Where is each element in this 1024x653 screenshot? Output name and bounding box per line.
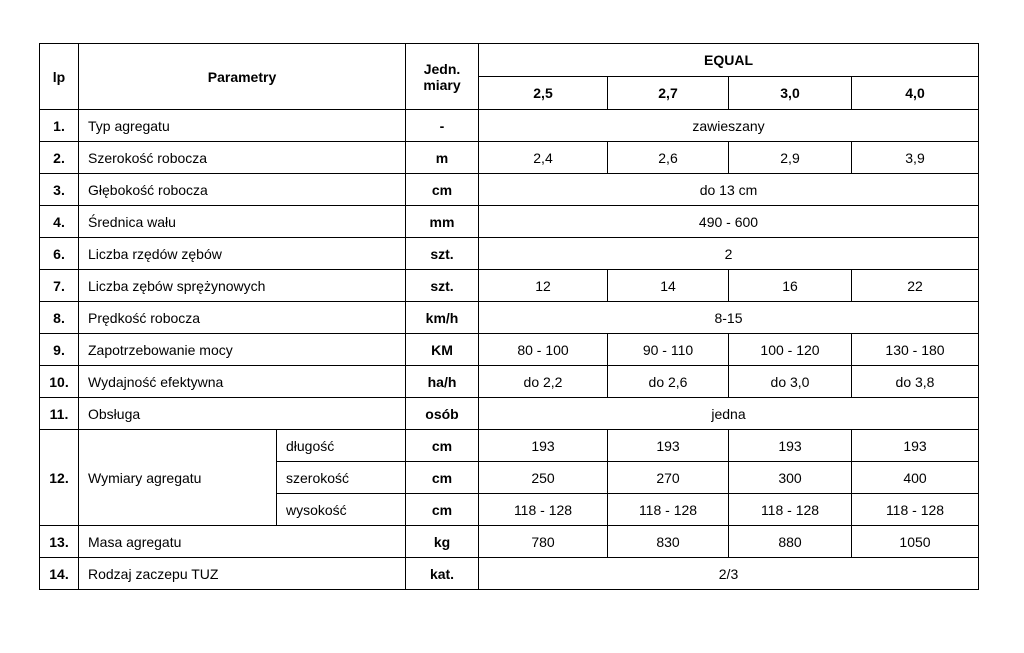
header-row bbox=[40, 44, 979, 77]
row-unit: cm bbox=[406, 494, 479, 526]
table-row bbox=[40, 206, 979, 238]
row-value: 3,9 bbox=[852, 142, 979, 174]
row-unit: cm bbox=[406, 462, 479, 494]
row-value: 118 - 128 bbox=[729, 494, 852, 526]
row-lp: 12. bbox=[40, 430, 79, 526]
row-param: Średnica wału bbox=[79, 206, 406, 238]
row-value: 130 - 180 bbox=[852, 334, 979, 366]
header-lp: lp bbox=[40, 44, 79, 110]
row-param: Prędkość robocza bbox=[79, 302, 406, 334]
header-variant: 2,5 bbox=[479, 77, 608, 110]
row-param: Wydajność efektywna bbox=[79, 366, 406, 398]
row-value: zawieszany bbox=[479, 110, 979, 142]
row-value: 250 bbox=[479, 462, 608, 494]
row-lp: 9. bbox=[40, 334, 79, 366]
header-jedn-miary: Jedn. miary bbox=[406, 44, 479, 110]
row-lp: 3. bbox=[40, 174, 79, 206]
table-row bbox=[40, 142, 979, 174]
row-value: 270 bbox=[608, 462, 729, 494]
row-lp: 7. bbox=[40, 270, 79, 302]
row-subparam: wysokość bbox=[277, 494, 406, 526]
row-unit: m bbox=[406, 142, 479, 174]
row-lp: 4. bbox=[40, 206, 79, 238]
header-variant: 2,7 bbox=[608, 77, 729, 110]
row-lp: 2. bbox=[40, 142, 79, 174]
row-unit: km/h bbox=[406, 302, 479, 334]
row-param: Typ agregatu bbox=[79, 110, 406, 142]
row-value: 2,4 bbox=[479, 142, 608, 174]
row-value: 880 bbox=[729, 526, 852, 558]
row-param: Głębokość robocza bbox=[79, 174, 406, 206]
row-unit: mm bbox=[406, 206, 479, 238]
row-value: 90 - 110 bbox=[608, 334, 729, 366]
row-unit: szt. bbox=[406, 270, 479, 302]
row-value: 2,6 bbox=[608, 142, 729, 174]
row-unit: ha/h bbox=[406, 366, 479, 398]
row-param: Zapotrzebowanie mocy bbox=[79, 334, 406, 366]
row-value: 118 - 128 bbox=[479, 494, 608, 526]
row-unit: osób bbox=[406, 398, 479, 430]
header-variant: 3,0 bbox=[729, 77, 852, 110]
row-lp: 13. bbox=[40, 526, 79, 558]
row-subparam: szerokość bbox=[277, 462, 406, 494]
table-row bbox=[40, 110, 979, 142]
row-lp: 10. bbox=[40, 366, 79, 398]
row-unit: kat. bbox=[406, 558, 479, 590]
row-value: 12 bbox=[479, 270, 608, 302]
row-value: 830 bbox=[608, 526, 729, 558]
table-row bbox=[40, 174, 979, 206]
row-value: do 3,0 bbox=[729, 366, 852, 398]
row-value: do 2,6 bbox=[608, 366, 729, 398]
header-variant: 4,0 bbox=[852, 77, 979, 110]
table-row bbox=[40, 302, 979, 334]
row-param: Rodzaj zaczepu TUZ bbox=[79, 558, 406, 590]
row-value: 100 - 120 bbox=[729, 334, 852, 366]
row-value: 80 - 100 bbox=[479, 334, 608, 366]
row-value: 2/3 bbox=[479, 558, 979, 590]
table-row bbox=[40, 238, 979, 270]
spec-table bbox=[39, 43, 979, 590]
row-value: 193 bbox=[608, 430, 729, 462]
table-row bbox=[40, 526, 979, 558]
row-value: 193 bbox=[729, 430, 852, 462]
row-param: Liczba rzędów zębów bbox=[79, 238, 406, 270]
row-unit: KM bbox=[406, 334, 479, 366]
row-param: Obsługa bbox=[79, 398, 406, 430]
row-param: Wymiary agregatu bbox=[79, 430, 277, 526]
row-param: Masa agregatu bbox=[79, 526, 406, 558]
row-value: do 3,8 bbox=[852, 366, 979, 398]
row-unit: szt. bbox=[406, 238, 479, 270]
header-parametry: Parametry bbox=[79, 44, 406, 110]
table-row bbox=[40, 270, 979, 302]
row-value: 14 bbox=[608, 270, 729, 302]
row-unit: cm bbox=[406, 430, 479, 462]
row-value: 490 - 600 bbox=[479, 206, 979, 238]
row-lp: 6. bbox=[40, 238, 79, 270]
row-value: do 2,2 bbox=[479, 366, 608, 398]
row-value: 1050 bbox=[852, 526, 979, 558]
row-lp: 1. bbox=[40, 110, 79, 142]
row-value: 118 - 128 bbox=[608, 494, 729, 526]
row-unit: kg bbox=[406, 526, 479, 558]
row-value: 300 bbox=[729, 462, 852, 494]
row-value: 22 bbox=[852, 270, 979, 302]
row-value: jedna bbox=[479, 398, 979, 430]
row-value: 780 bbox=[479, 526, 608, 558]
row-value: 193 bbox=[479, 430, 608, 462]
row-value: 193 bbox=[852, 430, 979, 462]
row-value: 8-15 bbox=[479, 302, 979, 334]
row-value: 118 - 128 bbox=[852, 494, 979, 526]
row-subparam: długość bbox=[277, 430, 406, 462]
row-value: 16 bbox=[729, 270, 852, 302]
row-unit: - bbox=[406, 110, 479, 142]
table-row bbox=[40, 398, 979, 430]
table-row bbox=[40, 430, 979, 462]
row-param: Liczba zębów sprężynowych bbox=[79, 270, 406, 302]
table-row bbox=[40, 334, 979, 366]
row-unit: cm bbox=[406, 174, 479, 206]
table-row bbox=[40, 558, 979, 590]
row-value: do 13 cm bbox=[479, 174, 979, 206]
row-param: Szerokość robocza bbox=[79, 142, 406, 174]
row-lp: 11. bbox=[40, 398, 79, 430]
row-lp: 14. bbox=[40, 558, 79, 590]
header-model: EQUAL bbox=[479, 44, 979, 77]
row-lp: 8. bbox=[40, 302, 79, 334]
row-value: 2,9 bbox=[729, 142, 852, 174]
row-value: 2 bbox=[479, 238, 979, 270]
row-value: 400 bbox=[852, 462, 979, 494]
table-row bbox=[40, 366, 979, 398]
